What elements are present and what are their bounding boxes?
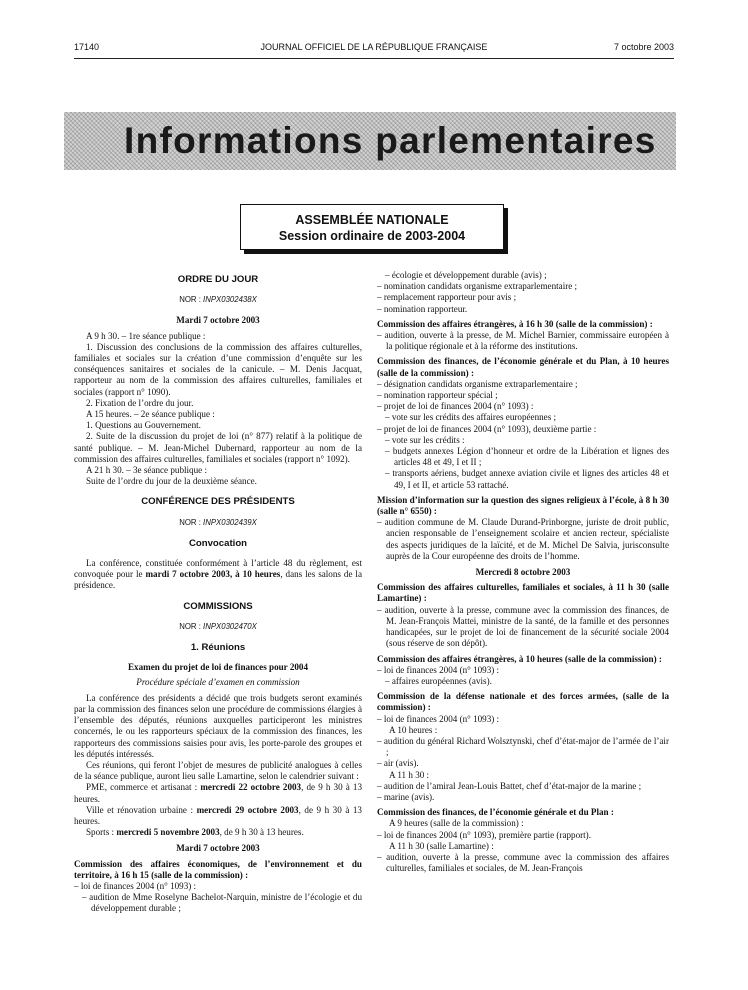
convocation-heading: Convocation <box>188 537 248 549</box>
text-line: 1. Questions au Gouvernement. <box>86 420 201 431</box>
text-line: Suite de l’ordre du jour de la deuxième séance. <box>86 476 257 487</box>
assembly-name: ASSEMBLÉE NATIONALE <box>295 213 449 227</box>
list-item: – projet de loi de finances 2004 (n° 1093), deuxième partie : <box>377 423 597 434</box>
text-line: A 9 h 30. – 1re séance publique : <box>86 330 206 341</box>
text-line: 1. Discussion des conclusions de la commission des affaires culturelles, familiales et sociales sur la création d’une commission d’enquête sur les conséquences sanitaires et sociales de la canicule. – M. Denis Jacquat, rapporteur au nom de la commission des affaires culturelles, familiales et sociales (rapport n° 1090). <box>74 341 362 397</box>
time-line: A 10 heures : <box>389 724 438 735</box>
text-line: 2. Suite de la discussion du projet de loi (n° 877) relatif à la politique de santé publique. – M. Jean-Michel Dubernard, rapporteur au nom de la commission des affaires culturelles, familiales et sociales (rapport n° 1092). <box>74 431 362 464</box>
right-column <box>377 270 669 874</box>
list-item: – budgets annexes Légion d’honneur et ordre de la Libération et lignes des articles 48 et 49, I et II ; <box>385 446 669 468</box>
assembly-box <box>240 204 504 250</box>
list-item: – désignation candidats organisme extraparlementaire ; <box>377 378 578 389</box>
list-item: – nomination rapporteur. <box>377 303 468 314</box>
conf-nor: NOR : INPX0302439X <box>179 517 257 527</box>
list-item: – audition commune de M. Claude Durand-Prinborgne, juriste de droit public, ancien responsable de l’enseignement scolaire et ancien recteur, spécialiste des aspects juridiques de la laïcité, et de M. Michel De Salvia, jurisconsulte auprès de la Cour européenne des droits de l’homme. <box>377 517 669 561</box>
time-line: A 11 h 30 (salle Lamartine) : <box>389 840 494 851</box>
conf-heading: CONFÉRENCE DES PRÉSIDENTS <box>141 496 295 508</box>
list-item: – vote sur les crédits des affaires européennes ; <box>385 412 557 423</box>
commissions-nor: NOR : INPX0302470X <box>179 621 257 631</box>
commission-title: Commission des finances, de l’économie générale et du Plan, à 10 heures (salle de la commission) : <box>377 356 669 378</box>
commissions-heading: COMMISSIONS <box>183 600 253 612</box>
list-item: – air (avis). <box>377 758 419 769</box>
schedule-line: Ville et rénovation urbaine : mercredi 29 octobre 2003, de 9 h 30 à 13 heures. <box>74 804 362 826</box>
examen-heading: Examen du projet de loi de finances pour 2004 <box>127 662 309 673</box>
commission-title: Commission des affaires étrangères, à 16 h 30 (salle de la commission) : <box>377 318 653 329</box>
list-item: – audition, ouverte à la presse, commune avec la commission des finances, de M. Jean-François Mattei, ministre de la santé, de la famille et des personnes handicapées, sur le projet de loi de financement de la sécurité sociale 2004 (sous réserve de son dépôt). <box>377 604 669 649</box>
banner-title: Informations parlementaires <box>124 120 657 161</box>
list-item: – écologie et développement durable (avis) ; <box>385 270 547 280</box>
commission-title: Commission des affaires étrangères, à 10 heures (salle de la commission) : <box>377 653 662 664</box>
reunions-heading: 1. Réunions <box>190 642 246 654</box>
list-item: – marine (avis). <box>377 791 435 802</box>
ordre-date: Mardi 7 octobre 2003 <box>176 315 260 326</box>
paragraph: La conférence des présidents a décidé que trois budgets seront examinés par la commission des finances selon une procédure de commissions élargies à l’ensemble des députés, réunions auxquelles participeront les ministres concernés, le ou les rapporteurs spéciaux de la commission des finances, les rapporteurs des commissions saisies pour avis, les porte-parole des groupes et les députés intéressés. <box>74 692 362 759</box>
assembly-session: Session ordinaire de 2003-2004 <box>278 229 466 243</box>
list-item: – affaires européennes (avis). <box>385 675 492 686</box>
text-line: A 21 h 30. – 3e séance publique : <box>86 465 207 476</box>
procedure-heading: Procédure spéciale d’examen en commission <box>136 677 300 688</box>
commission-title: Commission des affaires culturelles, familiales et sociales, à 11 h 30 (salle Lamartine) : <box>377 582 669 604</box>
issue-date: 7 octobre 2003 <box>613 42 674 52</box>
commission-title: Mission d’information sur la question des signes religieux à l’école, à 8 h 30 (salle n° 6550) : <box>377 494 669 517</box>
list-item: – nomination candidats organisme extraparlementaire ; <box>377 281 578 292</box>
page-header <box>74 42 674 56</box>
journal-title: JOURNAL OFFICIEL DE LA RÉPUBLIQUE FRANÇAISE <box>260 42 488 52</box>
schedule-line: Sports : mercredi 5 novembre 2003, de 9 h 30 à 13 heures. <box>86 827 304 838</box>
list-item: – audition de Mme Roselyne Bachelot-Narquin, ministre de l’écologie et du développement durable ; <box>82 892 362 914</box>
header-rule <box>74 58 674 59</box>
ordre-heading: ORDRE DU JOUR <box>177 274 259 285</box>
list-item: – loi de finances 2004 (n° 1093) : <box>377 664 500 675</box>
commission-title: Commission des affaires économiques, de l’environnement et du territoire, à 16 h 15 (salle de la commission) : <box>74 858 362 880</box>
schedule-line: PME, commerce et artisanat : mercredi 22 octobre 2003, de 9 h 30 à 13 heures. <box>74 782 362 804</box>
text-line: A 15 heures. – 2e séance publique : <box>86 409 215 420</box>
list-item: – audition, ouverte à la presse, commune avec la commission des affaires culturelles, familiales et sociales, de M. Jean-François <box>377 851 669 874</box>
day-heading: Mardi 7 octobre 2003 <box>176 843 260 854</box>
text-line: 2. Fixation de l’ordre du jour. <box>86 397 194 408</box>
commission-title: Commission des finances, de l’économie générale et du Plan : <box>377 807 614 818</box>
list-item: – loi de finances 2004 (n° 1093) : <box>74 880 197 891</box>
list-item: – nomination rapporteur spécial ; <box>377 390 498 401</box>
section-banner <box>64 112 676 170</box>
list-item: – audition, ouverte à la presse, de M. Michel Barnier, commissaire européen à la politique régionale et à la réforme des institutions. <box>377 330 669 352</box>
list-item: – loi de finances 2004 (n° 1093) : <box>377 713 500 724</box>
page-number: 17140 <box>74 42 100 52</box>
left-column <box>74 270 362 915</box>
list-item: – audition de l’amiral Jean-Louis Battet, chef d’état-major de la marine ; <box>377 780 642 791</box>
list-item: – loi de finances 2004 (n° 1093), première partie (rapport). <box>377 829 591 840</box>
convocation-text: La conférence, constituée conformément à l’article 48 du règlement, est convoquée pour le mardi 7 octobre 2003, à 10 heures, dans les salons de la présidence. <box>74 558 362 591</box>
list-item: – audition du général Richard Wolsztynski, chef d’état-major de l’armée de l’air ; <box>377 735 669 758</box>
list-item: – vote sur les crédits : <box>385 434 465 445</box>
time-line: A 9 heures (salle de la commission) : <box>389 818 524 829</box>
ordre-nor: NOR : INPX0302438X <box>179 295 257 305</box>
list-item: – transports aériens, budget annexe aviation civile et lignes des articles 48 et 49, I et II, et article 53 rattaché. <box>385 468 669 490</box>
time-line: A 11 h 30 : <box>389 769 430 780</box>
commission-title: Commission de la défense nationale et des forces armées, (salle de la commission) : <box>377 691 669 713</box>
list-item: – projet de loi de finances 2004 (n° 1093) : <box>377 401 534 412</box>
day-heading: Mercredi 8 octobre 2003 <box>475 567 571 578</box>
paragraph: Ces réunions, qui feront l’objet de mesures de publicité analogues à celles de la séance publique, auront lieu salle Lamartine, selon le calendrier suivant : <box>74 759 362 782</box>
list-item: – remplacement rapporteur pour avis ; <box>377 292 517 303</box>
